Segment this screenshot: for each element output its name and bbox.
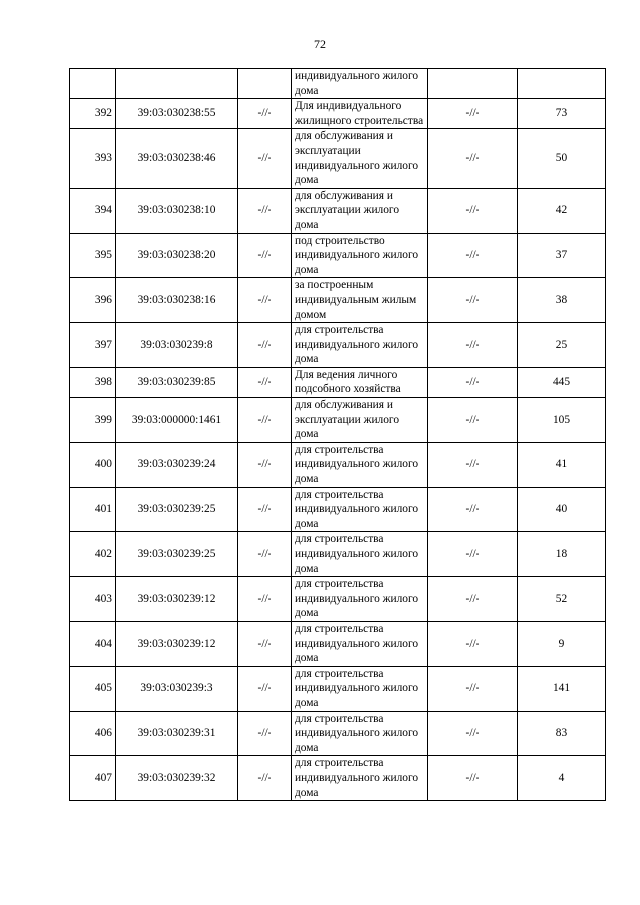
table-row	[70, 367, 606, 397]
ditto-cell: -//-	[238, 442, 292, 487]
row-number-cell: 399	[70, 398, 116, 443]
ditto-cell: -//-	[428, 487, 518, 532]
cadastral-number-cell: 39:03:030239:85	[116, 367, 238, 397]
cadastral-number-cell: 39:03:030239:3	[116, 666, 238, 711]
cadastral-number-cell: 39:03:030238:10	[116, 188, 238, 233]
row-number-cell: 406	[70, 711, 116, 756]
ditto-cell: -//-	[428, 442, 518, 487]
table-row	[70, 711, 606, 756]
row-number-cell: 400	[70, 442, 116, 487]
cadastral-number-cell: 39:03:030239:12	[116, 577, 238, 622]
table-row	[70, 398, 606, 443]
permitted-use-cell: Для ведения личного подсобного хозяйства	[292, 367, 428, 397]
ditto-cell: -//-	[428, 577, 518, 622]
ditto-cell: -//-	[428, 278, 518, 323]
table-row	[70, 577, 606, 622]
cadastral-number-cell	[116, 69, 238, 99]
ditto-cell: -//-	[428, 367, 518, 397]
ditto-cell: -//-	[238, 323, 292, 368]
area-cell: 38	[518, 278, 606, 323]
table-row-continuation	[70, 69, 606, 99]
permitted-use-cell: для строительства индивидуального жилого дома	[292, 666, 428, 711]
permitted-use-cell: под строительство индивидуального жилого дома	[292, 233, 428, 278]
area-cell: 4	[518, 756, 606, 801]
area-cell: 141	[518, 666, 606, 711]
table-row	[70, 129, 606, 188]
area-cell: 445	[518, 367, 606, 397]
cadastral-number-cell: 39:03:030239:12	[116, 621, 238, 666]
table-row	[70, 323, 606, 368]
ditto-cell: -//-	[428, 99, 518, 129]
ditto-cell	[428, 69, 518, 99]
ditto-cell: -//-	[238, 398, 292, 443]
ditto-cell: -//-	[238, 711, 292, 756]
area-cell: 73	[518, 99, 606, 129]
permitted-use-cell: для строительства индивидуального жилого дома	[292, 487, 428, 532]
row-number-cell: 395	[70, 233, 116, 278]
ditto-cell: -//-	[428, 666, 518, 711]
permitted-use-cell: для обслуживания и эксплуатации индивидуального жилого дома	[292, 129, 428, 188]
ditto-cell: -//-	[428, 756, 518, 801]
table-row	[70, 532, 606, 577]
table-row	[70, 666, 606, 711]
area-cell: 83	[518, 711, 606, 756]
table-row	[70, 188, 606, 233]
area-cell: 41	[518, 442, 606, 487]
permitted-use-cell: для строительства индивидуального жилого дома	[292, 621, 428, 666]
permitted-use-cell: для строительства индивидуального жилого дома	[292, 532, 428, 577]
area-cell: 52	[518, 577, 606, 622]
table-row	[70, 442, 606, 487]
table-row	[70, 756, 606, 801]
cadastral-number-cell: 39:03:000000:1461	[116, 398, 238, 443]
cadastral-number-cell: 39:03:030239:32	[116, 756, 238, 801]
row-number-cell: 396	[70, 278, 116, 323]
row-number-cell: 405	[70, 666, 116, 711]
row-number-cell: 397	[70, 323, 116, 368]
row-number-cell	[70, 69, 116, 99]
ditto-cell: -//-	[238, 577, 292, 622]
permitted-use-cell: индивидуального жилого дома	[292, 69, 428, 99]
permitted-use-cell: за построенным индивидуальным жилым домом	[292, 278, 428, 323]
cadastral-number-cell: 39:03:030238:16	[116, 278, 238, 323]
ditto-cell: -//-	[238, 367, 292, 397]
ditto-cell: -//-	[428, 188, 518, 233]
ditto-cell: -//-	[428, 233, 518, 278]
permitted-use-cell: Для индивидуального жилищного строительства	[292, 99, 428, 129]
area-cell: 50	[518, 129, 606, 188]
permitted-use-cell: для строительства индивидуального жилого дома	[292, 442, 428, 487]
ditto-cell: -//-	[428, 711, 518, 756]
row-number-cell: 398	[70, 367, 116, 397]
ditto-cell: -//-	[238, 756, 292, 801]
ditto-cell	[238, 69, 292, 99]
ditto-cell: -//-	[428, 532, 518, 577]
ditto-cell: -//-	[428, 398, 518, 443]
row-number-cell: 403	[70, 577, 116, 622]
cadastral-number-cell: 39:03:030239:31	[116, 711, 238, 756]
table-row	[70, 621, 606, 666]
cadastral-number-cell: 39:03:030238:46	[116, 129, 238, 188]
area-cell: 42	[518, 188, 606, 233]
area-cell: 25	[518, 323, 606, 368]
ditto-cell: -//-	[238, 666, 292, 711]
ditto-cell: -//-	[428, 323, 518, 368]
table-row	[70, 278, 606, 323]
cadastral-number-cell: 39:03:030239:8	[116, 323, 238, 368]
cadastral-number-cell: 39:03:030239:24	[116, 442, 238, 487]
row-number-cell: 401	[70, 487, 116, 532]
table-row	[70, 487, 606, 532]
area-cell: 105	[518, 398, 606, 443]
area-cell: 18	[518, 532, 606, 577]
ditto-cell: -//-	[238, 278, 292, 323]
permitted-use-cell: для строительства индивидуального жилого дома	[292, 711, 428, 756]
row-number-cell: 407	[70, 756, 116, 801]
area-cell	[518, 69, 606, 99]
permitted-use-cell: для строительства индивидуального жилого дома	[292, 323, 428, 368]
ditto-cell: -//-	[238, 99, 292, 129]
table-row	[70, 99, 606, 129]
ditto-cell: -//-	[238, 188, 292, 233]
permitted-use-cell: для обслуживания и эксплуатации жилого дома	[292, 188, 428, 233]
ditto-cell: -//-	[238, 233, 292, 278]
permitted-use-cell: для строительства индивидуального жилого дома	[292, 756, 428, 801]
permitted-use-cell: для строительства индивидуального жилого дома	[292, 577, 428, 622]
table-row	[70, 233, 606, 278]
land-plot-table	[69, 68, 606, 801]
ditto-cell: -//-	[428, 621, 518, 666]
area-cell: 37	[518, 233, 606, 278]
row-number-cell: 404	[70, 621, 116, 666]
row-number-cell: 393	[70, 129, 116, 188]
cadastral-number-cell: 39:03:030239:25	[116, 532, 238, 577]
ditto-cell: -//-	[238, 532, 292, 577]
cadastral-number-cell: 39:03:030238:20	[116, 233, 238, 278]
row-number-cell: 392	[70, 99, 116, 129]
area-cell: 40	[518, 487, 606, 532]
permitted-use-cell: для обслуживания и эксплуатации жилого дома	[292, 398, 428, 443]
row-number-cell: 394	[70, 188, 116, 233]
ditto-cell: -//-	[238, 487, 292, 532]
ditto-cell: -//-	[238, 621, 292, 666]
cadastral-number-cell: 39:03:030238:55	[116, 99, 238, 129]
row-number-cell: 402	[70, 532, 116, 577]
ditto-cell: -//-	[428, 129, 518, 188]
cadastral-number-cell: 39:03:030239:25	[116, 487, 238, 532]
area-cell: 9	[518, 621, 606, 666]
ditto-cell: -//-	[238, 129, 292, 188]
page-number: 72	[314, 37, 326, 51]
